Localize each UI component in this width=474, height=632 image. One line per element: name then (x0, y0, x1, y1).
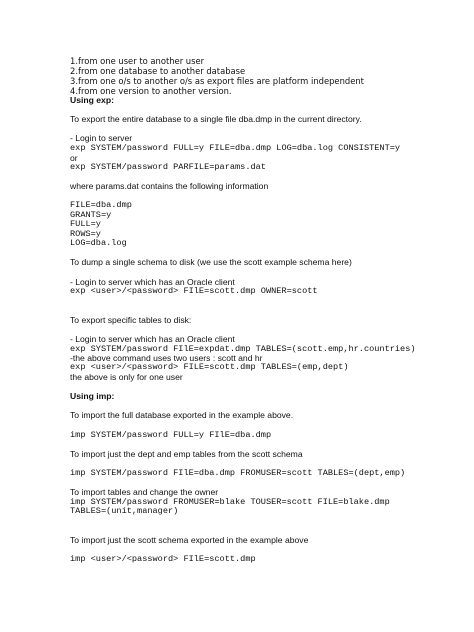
doc-line: where params.dat contains the following information (70, 181, 269, 191)
code-line: GRANTS=y (70, 210, 112, 220)
section-heading-imp: Using imp: (70, 391, 115, 401)
code-line: imp <user>/<password> FIlE=scott.dmp (70, 554, 256, 564)
doc-line: To export specific tables to disk: (70, 315, 192, 325)
doc-line: - Login to server which has an Oracle client (70, 334, 235, 344)
code-line: exp <user>/<password> FILE=scott.dmp TABLES=(emp,dept) (70, 362, 349, 372)
code-line: TABLES=(unit,manager) (70, 506, 179, 516)
code-line: FILE=dba.dmp (70, 200, 132, 210)
doc-line: 2.from one database to another database (70, 66, 246, 76)
doc-line: To dump a single schema to disk (we use the scott example schema here) (70, 257, 352, 267)
doc-line: or (70, 153, 78, 163)
code-line: exp SYSTEM/password FIlE=expdat.dmp TABLES=(scott.emp,hr.countries) (70, 344, 416, 354)
section-heading-exp: Using exp: (70, 95, 114, 105)
code-line: imp SYSTEM/password FROMUSER=blake TOUSER=scott FILE=blake.dmp (70, 497, 390, 507)
code-line: exp <user>/<password> FIlE=scott.dmp OWNER=scott (70, 286, 318, 296)
code-line: exp SYSTEM/password FULL=y FILE=dba.dmp LOG=dba.log CONSISTENT=y (70, 143, 401, 153)
doc-line: - Login to server (70, 133, 133, 143)
code-line: imp SYSTEM/password FULL=y FIlE=dba.dmp (70, 430, 272, 440)
doc-line: -the above command uses two users : scott and hr (70, 353, 263, 363)
doc-line: the above is only for one user (70, 372, 183, 382)
code-line: imp SYSTEM/password FIlE=dba.dmp FROMUSER=scott TABLES=(dept,emp) (70, 468, 406, 478)
code-line: FULL=y (70, 219, 101, 229)
code-line: exp SYSTEM/password PARFILE=params.dat (70, 162, 266, 172)
doc-line: To export the entire database to a single file dba.dmp in the current directory. (70, 114, 362, 124)
doc-line: To import tables and change the owner (70, 487, 219, 497)
doc-line: To import the full database exported in the example above. (70, 410, 294, 420)
code-line: ROWS=y (70, 229, 101, 239)
code-line: LOG=dba.log (70, 238, 127, 248)
doc-line: 3.from one o/s to another o/s as export files are platform independent (70, 76, 364, 86)
doc-line: To import just the scott schema exported in the example above (70, 535, 309, 545)
doc-line: 4.from one version to another version. (70, 86, 232, 96)
doc-line: To import just the dept and emp tables from the scott schema (70, 449, 303, 459)
doc-line: - Login to server which has an Oracle client (70, 277, 235, 287)
doc-line: 1.from one user to another user (70, 56, 205, 66)
